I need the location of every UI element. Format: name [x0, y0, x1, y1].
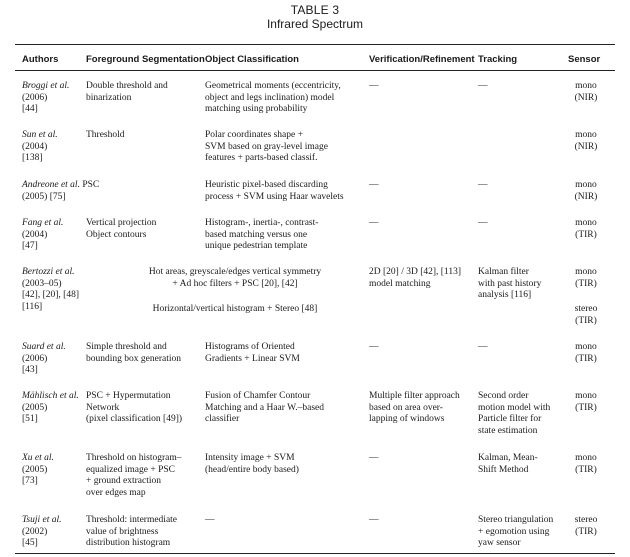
author-cell: Bertozzi et al. (2003–05) [42], [20], [48] [116]: [22, 267, 79, 312]
tracking-cell: —: [478, 342, 488, 352]
header-object-classification: Object Classification: [205, 54, 299, 65]
sensor-cell: mono (TIR): [575, 453, 597, 475]
tracking-cell: Kalman filter with past history analysis [116]: [478, 267, 542, 300]
header-authors: Authors: [22, 54, 59, 65]
tracking-cell: —: [478, 218, 488, 228]
author-cell: Sun et al. (2004) [138]: [22, 130, 58, 163]
foreground-cell: Threshold: [86, 130, 125, 140]
author-cell: Mählisch et al. (2005) [51]: [22, 391, 79, 424]
foreground-cell: Simple threshold and bounding box generation: [86, 342, 181, 364]
top-rule: [15, 44, 615, 45]
classification-cell: Geometrical moments (eccentricity, object and legs inclination) model matching using probability: [205, 81, 341, 114]
tracking-cell: Second order motion model with Particle filter for state estimation: [478, 391, 551, 436]
sensor-cell: mono (NIR): [574, 130, 598, 152]
classification-cell: Intensity image + SVM (head/entire body based): [205, 453, 299, 475]
foreground-cell: Double threshold and binarization: [86, 81, 168, 103]
tracking-cell: Stereo triangulation + egomotion using yaw sensor: [478, 515, 554, 548]
header-verification-refinement: Verification/Refinement: [369, 54, 475, 65]
classification-cell: Polar coordinates shape + SVM based on gray-level image features + parts-based classif.: [205, 130, 328, 163]
spanning-method-cell: Horizontal/vertical histogram + Stereo [48]: [152, 304, 318, 314]
verification-cell: 2D [20] / 3D [42], [113] model matching: [369, 267, 461, 289]
sensor-cell: mono (NIR): [574, 81, 598, 103]
foreground-cell: Vertical projection Object contours: [86, 218, 157, 240]
verification-cell: Multiple filter approach based on area over- lapping of windows: [369, 391, 460, 424]
sensor-cell: mono (TIR): [575, 342, 597, 364]
bottom-rule: [15, 553, 615, 554]
verification-cell: —: [369, 218, 379, 228]
author-cell: Broggi et al. (2006) [44]: [22, 81, 70, 114]
verification-cell: —: [369, 515, 379, 525]
verification-cell: —: [369, 180, 379, 190]
tracking-cell: Kalman, Mean- Shift Method: [478, 453, 538, 475]
verification-cell: —: [369, 81, 379, 91]
sensor-cell: mono (TIR): [575, 391, 597, 413]
sensor-cell: stereo (TIR): [574, 304, 598, 326]
header-sensor: Sensor: [568, 54, 601, 65]
author-cell: Andreone et al. PSC (2005) [75]: [22, 180, 100, 202]
header-rule: [15, 70, 615, 71]
classification-cell: —: [205, 515, 215, 525]
tracking-cell: —: [478, 81, 488, 91]
table-title: Infrared Spectrum: [266, 17, 364, 31]
spanning-method-cell: Hot areas, greyscale/edges vertical symmetry + Ad hoc filters + PSC [20], [42]: [148, 267, 322, 289]
author-cell: Tsuji et al. (2002) [45]: [22, 515, 62, 548]
author-cell: Xu et al. (2005) [73]: [22, 453, 54, 486]
verification-cell: —: [369, 453, 379, 463]
tracking-cell: —: [478, 180, 488, 190]
foreground-cell: Threshold on histogram– equalized image + PSC + ground extraction over edges map: [86, 453, 182, 498]
header-foreground-segmentation: Foreground Segmentation: [86, 54, 205, 65]
classification-cell: Histogram-, inertia-, contrast- based matching versus one unique pedestrian template: [205, 218, 319, 251]
sensor-cell: mono (TIR): [575, 218, 597, 240]
foreground-cell: PSC + Hypermutation Network (pixel classification [49]): [86, 391, 183, 424]
classification-cell: Fusion of Chamfer Contour Matching and a Haar W.–based classifier: [205, 391, 324, 424]
verification-cell: —: [369, 342, 379, 352]
classification-cell: Histograms of Oriented Gradients + Linear SVM: [205, 342, 300, 364]
sensor-cell: mono (NIR): [574, 180, 598, 202]
foreground-cell: Threshold: intermediate value of brightness distribution histogram: [86, 515, 178, 548]
sensor-cell: mono (TIR): [575, 267, 597, 289]
sensor-cell: stereo (TIR): [574, 515, 598, 537]
author-cell: Suard et al. (2006) [43]: [22, 342, 66, 375]
classification-cell: Heuristic pixel-based discarding process + SVM using Haar wavelets: [205, 180, 344, 202]
header-tracking: Tracking: [478, 54, 518, 65]
table-number: TABLE 3: [290, 3, 340, 17]
author-cell: Fang et al. (2004) [47]: [22, 218, 64, 251]
